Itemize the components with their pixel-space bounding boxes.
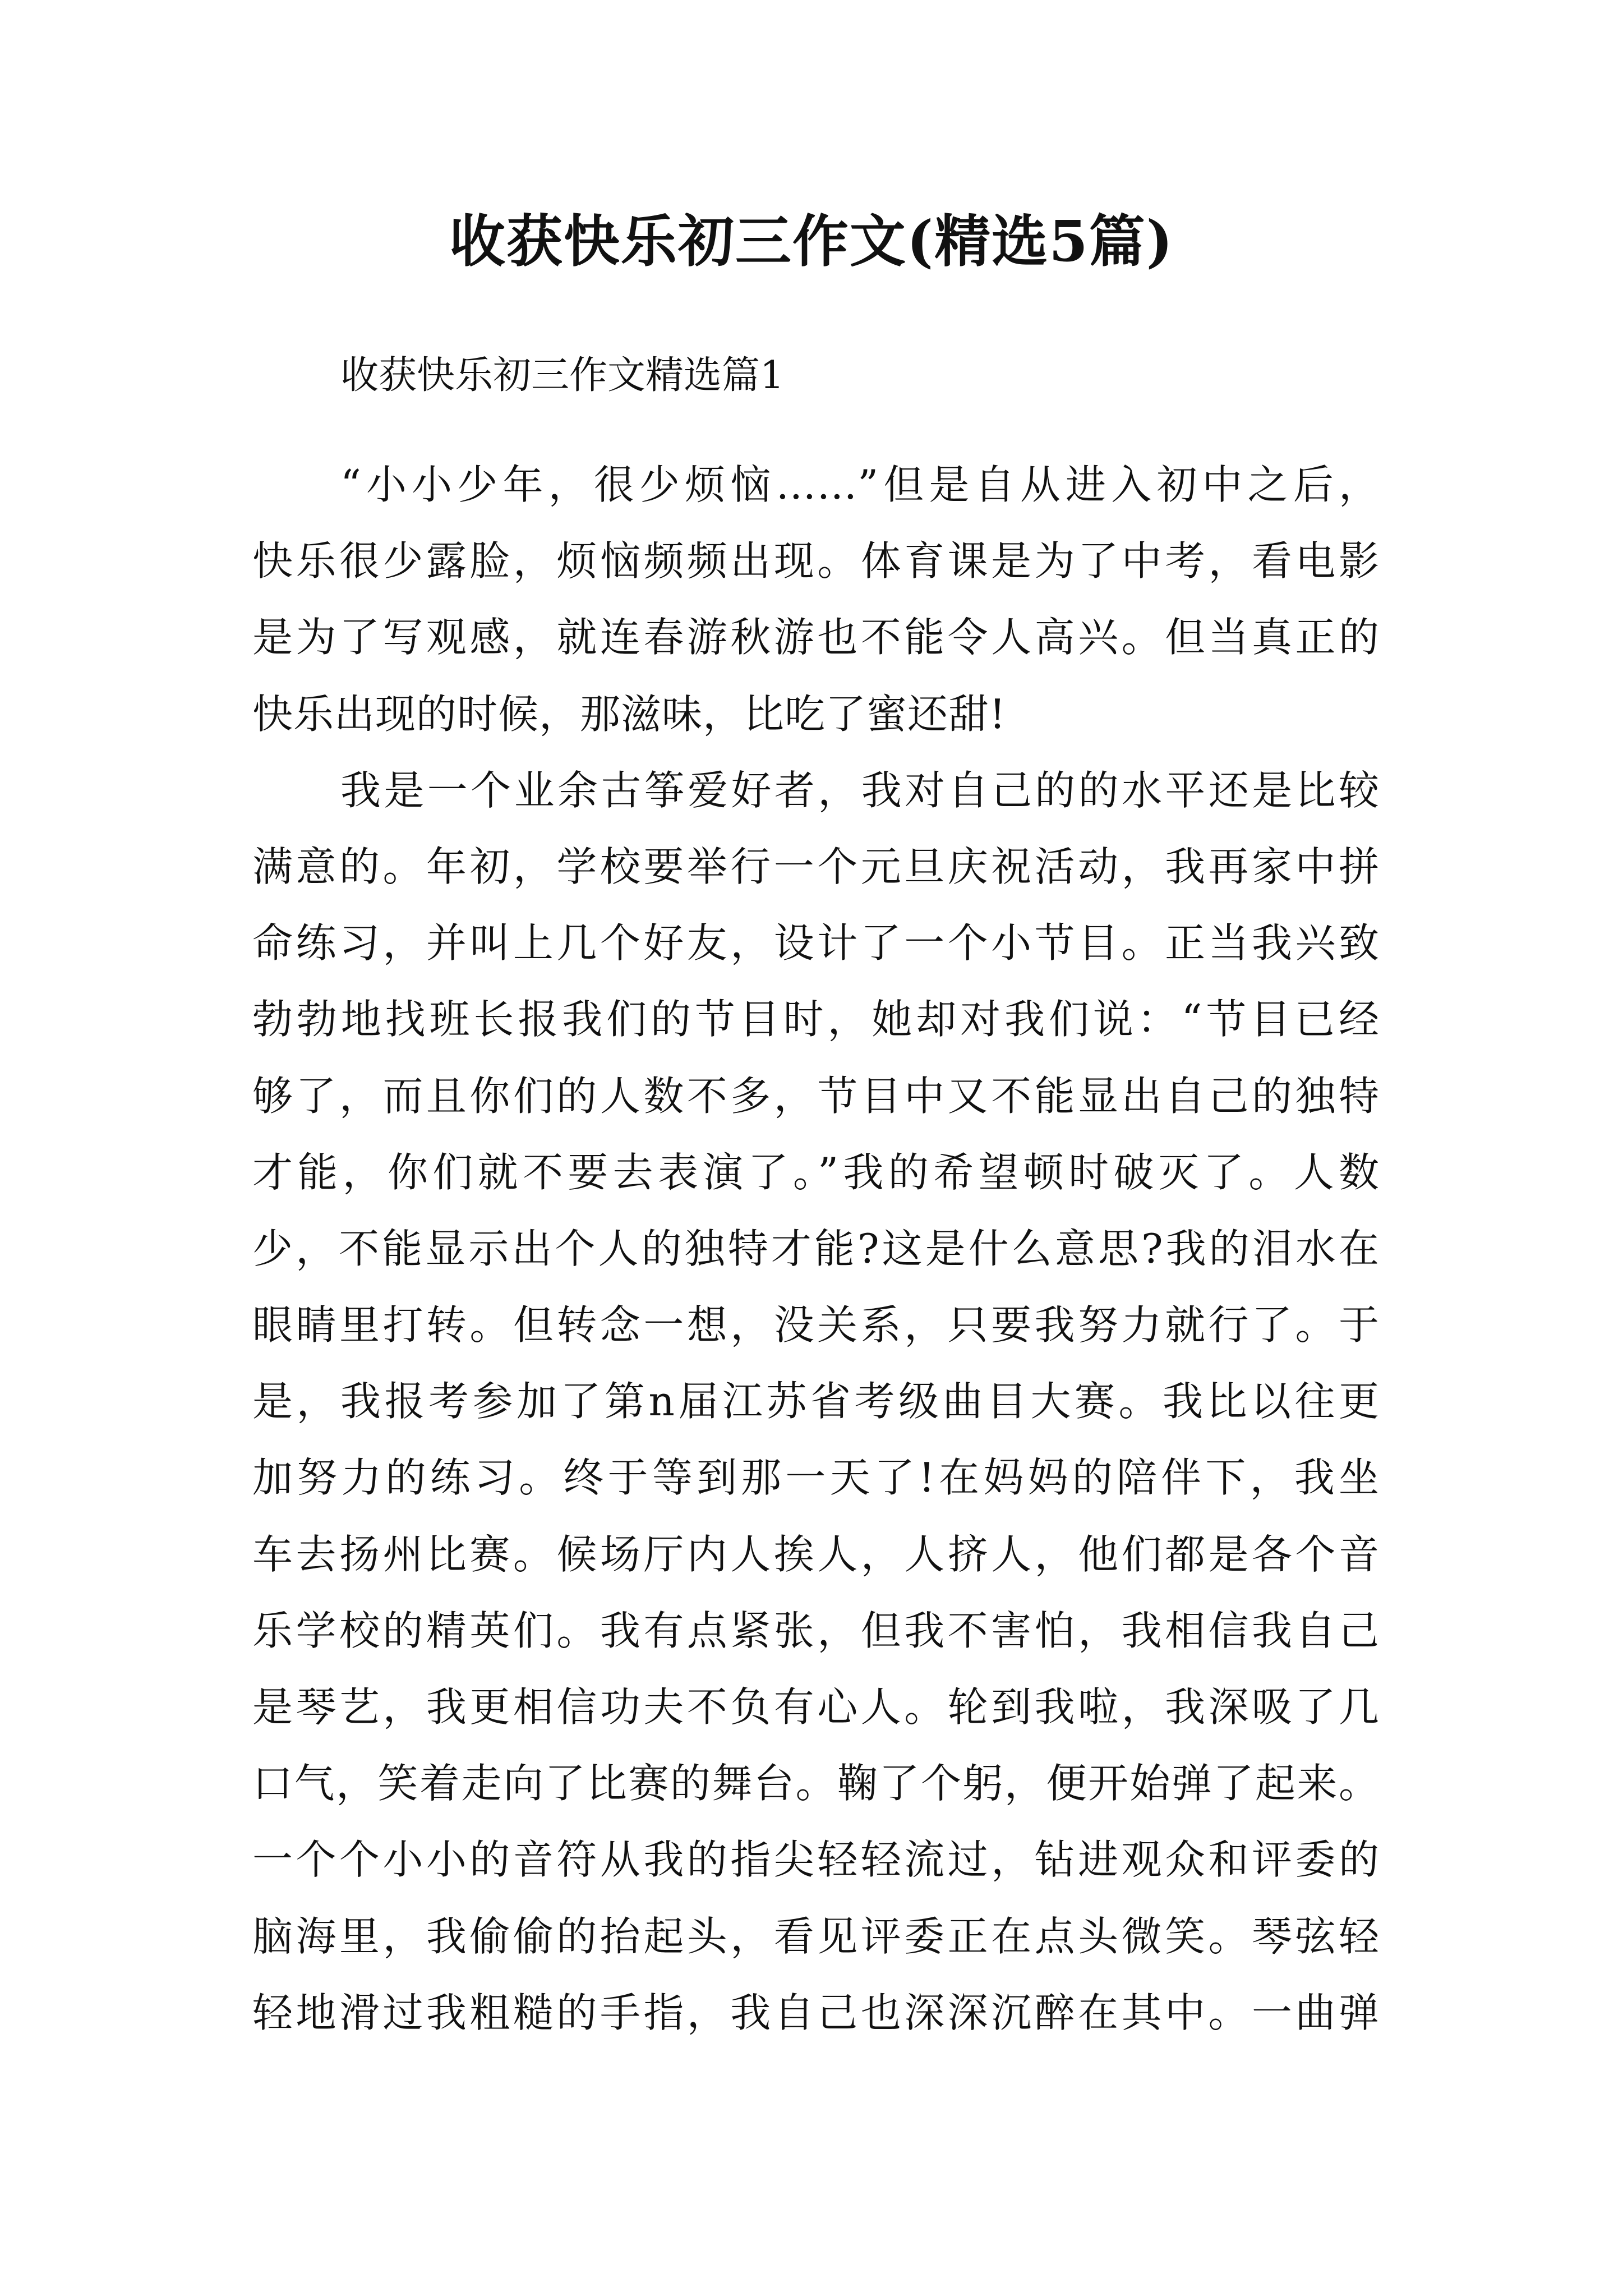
paragraph-line: 是为了写观感，就连春游秋游也不能令人高兴。但当真正的 [252,614,1380,661]
paragraph-line: 命练习，并叫上几个好友，设计了一个小节目。正当我兴致 [252,919,1380,967]
paragraph-line: 加努力的练习。终于等到那一天了!在妈妈的陪伴下，我坐 [252,1454,1380,1502]
paragraph-line: 是，我报考参加了第n届江苏省考级曲目大赛。我比以往更 [252,1378,1380,1425]
paragraph-line: 勃勃地找班长报我们的节目时，她却对我们说：“节目已经 [252,996,1380,1043]
body-text [252,457,1380,2061]
section-heading: 收获快乐初三作文精选篇1 [340,353,785,398]
paragraph-line: 口气，笑着走向了比赛的舞台。鞠了个躬，便开始弹了起来。 [252,1760,1380,1807]
paragraph-line: 脑海里，我偷偷的抬起头，看见评委正在点头微笑。琴弦轻 [252,1912,1380,1960]
paragraph-line: 车去扬州比赛。候场厅内人挨人，人挤人，他们都是各个音 [252,1530,1380,1578]
paragraph-line: 少，不能显示出个人的独特才能?这是什么意思?我的泪水在 [252,1225,1380,1272]
paragraph-line: 才能，你们就不要去表演了。”我的希望顿时破灭了。人数 [252,1148,1380,1196]
paragraph-line: 是琴艺，我更相信功夫不负有心人。轮到我啦，我深吸了几 [252,1683,1380,1731]
paragraph-line: 够了，而且你们的人数不多，节目中又不能显出自己的独特 [252,1072,1380,1120]
paragraph-line: “小小少年，很少烦恼……”但是自从进入初中之后， [340,461,1380,508]
paragraph-line: 我是一个业余古筝爱好者，我对自己的的水平还是比较 [340,766,1380,814]
paragraph-line: 一个个小小的音符从我的指尖轻轻流过，钻进观众和评委的 [252,1836,1380,1884]
document-title: 收获快乐初三作文(精选5篇) [449,208,1174,274]
paragraph-line: 轻地滑过我粗糙的手指，我自己也深深沉醉在其中。一曲弹 [252,1989,1380,2036]
paragraph-line: 满意的。年初，学校要举行一个元旦庆祝活动，我再家中拼 [252,843,1380,890]
paragraph-line: 乐学校的精英们。我有点紧张，但我不害怕，我相信我自己 [252,1607,1380,1654]
paragraph-line: 快乐出现的时候，那滋味，比吃了蜜还甜! [252,690,1006,738]
paragraph-line: 快乐很少露脸，烦恼频频出现。体育课是为了中考，看电影 [252,537,1380,585]
paragraph-line: 眼睛里打转。但转念一想，没关系，只要我努力就行了。于 [252,1301,1380,1349]
